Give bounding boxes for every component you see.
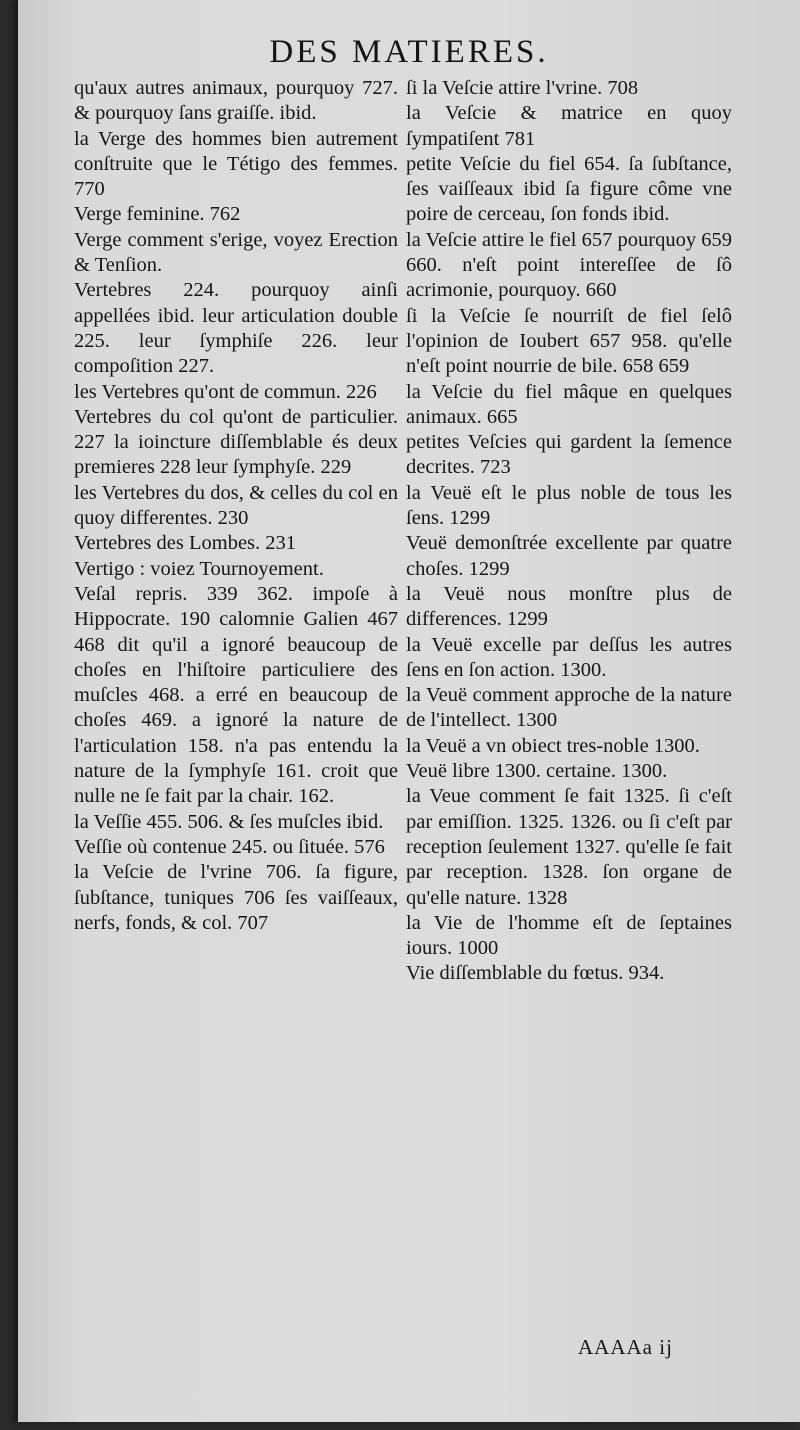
index-entry: la Vie de l'homme eſt de ſeptaines iours. 1000 — [406, 911, 732, 960]
index-entry: Vertebres des Lombes. 231 — [74, 532, 297, 555]
index-entry: la Veuë a vn obiect tres-noble 1300. — [406, 734, 700, 757]
index-entry: Veuë libre 1300. certaine. 1300. — [406, 760, 668, 783]
index-entry: petites Veſcies qui gardent la ſemence decrites. 723 — [406, 431, 732, 479]
index-entry: la Veſcie de l'vrine 706. ſa figure, ſubſtance, tuniques 706 ſes vaiſſeaux, nerfs, fonds, & col. 707 — [74, 861, 398, 934]
index-entry: Verge comment s'erige, voyez Erection & Tenſion. — [74, 228, 398, 277]
index-entry: la Veuë comment approche de la nature de l'intellect. 1300 — [406, 684, 732, 732]
index-entry: la Veue comment ſe fait 1325. ſi c'eſt par emiſſion. 1325. 1326. ou ſi c'eſt par reception ſeulement 1327. qu'elle ſe fait par reception. 1328. ſon organe de qu'elle nature. 1328 — [406, 785, 732, 909]
index-entry: la Veuë excelle par deſſus les autres ſens en ſon action. 1300. — [406, 633, 732, 681]
index-entry: la Veuë eſt le plus noble de tous les ſens. 1299 — [406, 481, 732, 530]
index-entry: qu'aux autres animaux, pourquoy 727. & pourquoy ſans graiſſe. ibid. — [74, 77, 398, 125]
index-column-left — [74, 76, 398, 1346]
index-entry: Veſal repris. 339 362. impoſe à Hippocrate. 190 calomnie Galien 467 468 dit qu'il a ignoré beaucoup de choſes en l'hiſtoire particuliere des muſcles 468. a erré en beaucoup de choſes 469. a ignoré la nature de l'articulation 158. n'a pas entendu la nature de la ſymphyſe 161. croit que nulle ne ſe fait par la chair. 162. — [74, 582, 398, 808]
index-entry: ſi la Veſcie ſe nourriſt de fiel ſelô l'opinion de Ioubert 657 958. qu'elle n'eſt point nourrie de bile. 658 659 — [406, 304, 732, 378]
index-entry: la Veſcie du fiel mâque en quelques animaux. 665 — [406, 380, 732, 428]
signature-mark: AAAAa ij — [578, 1335, 673, 1359]
index-entry: la Veuë nous monſtre plus de differences. 1299 — [406, 582, 732, 631]
index-entry: Veſſie où contenue 245. ou ſituée. 576 — [74, 835, 385, 858]
index-entry: Verge feminine. 762 — [74, 203, 241, 226]
index-entry: les Vertebres qu'ont de commun. 226 — [74, 380, 377, 403]
index-entry: la Veſſie 455. 506. & ſes muſcles ibid. — [74, 810, 384, 833]
index-entry: la Verge des hommes bien autrement conſtruite que le Tétigo des femmes. 770 — [74, 127, 398, 201]
index-entry: Vie diſſemblable du fœtus. 934. — [406, 962, 665, 985]
index-entry: petite Veſcie du fiel 654. ſa ſubſtance, ſes vaiſſeaux ibid ſa figure côme vne poire de cerceau, ſon fonds ibid. — [406, 152, 732, 226]
index-entry: les Vertebres du dos, & celles du col en quoy differentes. 230 — [74, 481, 398, 530]
running-header: DES MATIERES. — [269, 34, 549, 70]
index-entry: Vertebres 224. pourquoy ainſi appellées ibid. leur articulation double 225. leur ſymphiſe 226. leur compoſition 227. — [74, 279, 398, 378]
index-entry: la Veſcie attire le fiel 657 pourquoy 659 660. n'eſt point intereſſee de ſô acrimonie, pourquoy. 660 — [406, 228, 732, 302]
index-entry: Vertebres du col qu'ont de particulier. 227 la ioincture diſſemblable és deux premieres 228 leur ſymphyſe. 229 — [74, 405, 398, 479]
index-entry: ſi la Veſcie attire l'vrine. 708 — [406, 77, 639, 99]
index-entry: Veuë demonſtrée excellente par quatre choſes. 1299 — [406, 532, 732, 580]
book-page — [18, 0, 800, 1422]
index-entry: Vertigo : voiez Tournoyement. — [74, 557, 324, 580]
index-column-right — [406, 76, 732, 1346]
index-entry: la Veſcie & matrice en quoy ſympatiſent 781 — [406, 102, 732, 150]
